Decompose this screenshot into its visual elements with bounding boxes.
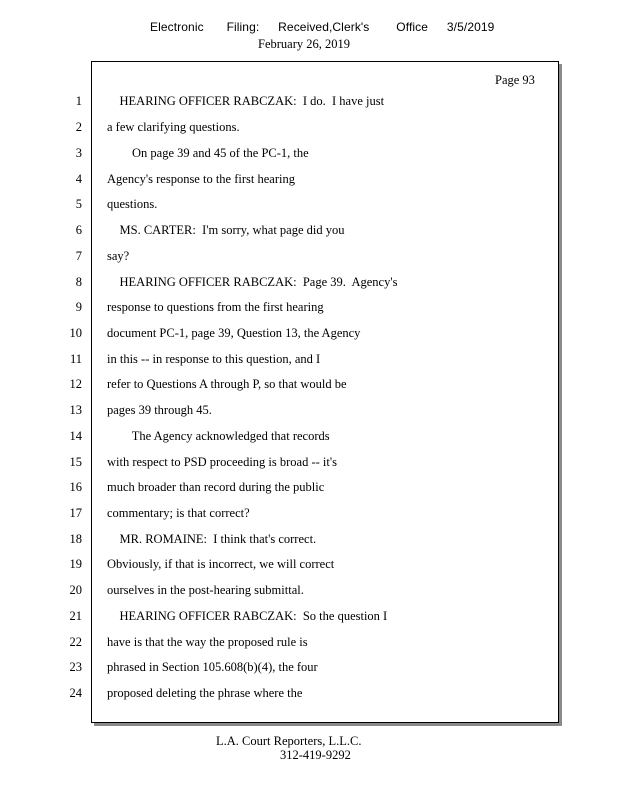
stamp-date: 3/5/2019 bbox=[446, 20, 495, 34]
line-number: 15 bbox=[69, 455, 82, 469]
line-text: HEARING OFFICER RABCZAK: I do. I have just bbox=[107, 94, 385, 108]
line-text: document PC-1, page 39, Question 13, the Agency bbox=[107, 326, 361, 340]
filing-date: February 26, 2019 bbox=[258, 37, 350, 51]
line-number: 12 bbox=[69, 377, 82, 391]
stamp-filing: Filing: bbox=[226, 20, 260, 34]
line-text: in this -- in response to this question, and I bbox=[107, 352, 321, 366]
line-number: 7 bbox=[75, 249, 82, 263]
filing-stamp bbox=[150, 20, 494, 34]
line-number: 1 bbox=[75, 94, 82, 108]
line-number: 3 bbox=[75, 146, 82, 160]
line-text: HEARING OFFICER RABCZAK: Page 39. Agency's bbox=[107, 275, 398, 289]
line-number: 2 bbox=[75, 120, 82, 134]
line-text: HEARING OFFICER RABCZAK: So the question I bbox=[107, 609, 388, 623]
line-text: refer to Questions A through P, so that would be bbox=[107, 377, 347, 391]
line-number: 6 bbox=[75, 223, 82, 237]
line-text: much broader than record during the public bbox=[107, 480, 325, 494]
line-text: questions. bbox=[107, 197, 158, 211]
stamp-office: Office bbox=[396, 20, 429, 34]
line-number: 9 bbox=[75, 300, 82, 314]
line-text: MS. CARTER: I'm sorry, what page did you bbox=[107, 223, 345, 237]
line-text: Obviously, if that is incorrect, we will correct bbox=[107, 557, 335, 571]
line-number: 17 bbox=[69, 506, 82, 520]
court-reporter-name: L.A. Court Reporters, L.L.C. bbox=[216, 734, 362, 748]
line-number: 8 bbox=[75, 275, 82, 289]
line-text: Agency's response to the first hearing bbox=[107, 172, 295, 186]
page-number: Page 93 bbox=[495, 73, 535, 87]
line-number: 20 bbox=[69, 583, 82, 597]
court-reporter-phone: 312-419-9292 bbox=[280, 748, 351, 762]
line-number: 23 bbox=[69, 660, 82, 674]
line-text: proposed deleting the phrase where the bbox=[107, 686, 303, 700]
line-text: say? bbox=[107, 249, 130, 263]
line-number: 4 bbox=[75, 172, 82, 186]
line-number: 22 bbox=[69, 635, 82, 649]
line-text: response to questions from the first hearing bbox=[107, 300, 324, 314]
stamp-received: Received,Clerk's bbox=[278, 20, 370, 34]
line-text: MR. ROMAINE: I think that's correct. bbox=[107, 532, 317, 546]
line-number: 16 bbox=[69, 480, 82, 494]
line-number: 21 bbox=[69, 609, 82, 623]
line-text: phrased in Section 105.608(b)(4), the four bbox=[107, 660, 318, 674]
line-text: a few clarifying questions. bbox=[107, 120, 240, 134]
line-number: 14 bbox=[69, 429, 82, 443]
stamp-electronic: Electronic bbox=[150, 20, 204, 34]
line-number: 11 bbox=[69, 352, 82, 366]
line-number: 19 bbox=[69, 557, 82, 571]
line-text: ourselves in the post-hearing submittal. bbox=[107, 583, 304, 597]
line-text: have is that the way the proposed rule is bbox=[107, 635, 308, 649]
line-text: On page 39 and 45 of the PC-1, the bbox=[107, 146, 309, 160]
line-number: 13 bbox=[69, 403, 82, 417]
line-number: 24 bbox=[69, 686, 82, 700]
line-number: 10 bbox=[69, 326, 82, 340]
line-text: pages 39 through 45. bbox=[107, 403, 212, 417]
line-number: 5 bbox=[75, 197, 82, 211]
line-text: The Agency acknowledged that records bbox=[107, 429, 330, 443]
line-number: 18 bbox=[69, 532, 82, 546]
line-text: commentary; is that correct? bbox=[107, 506, 250, 520]
line-text: with respect to PSD proceeding is broad -- it's bbox=[107, 455, 337, 469]
